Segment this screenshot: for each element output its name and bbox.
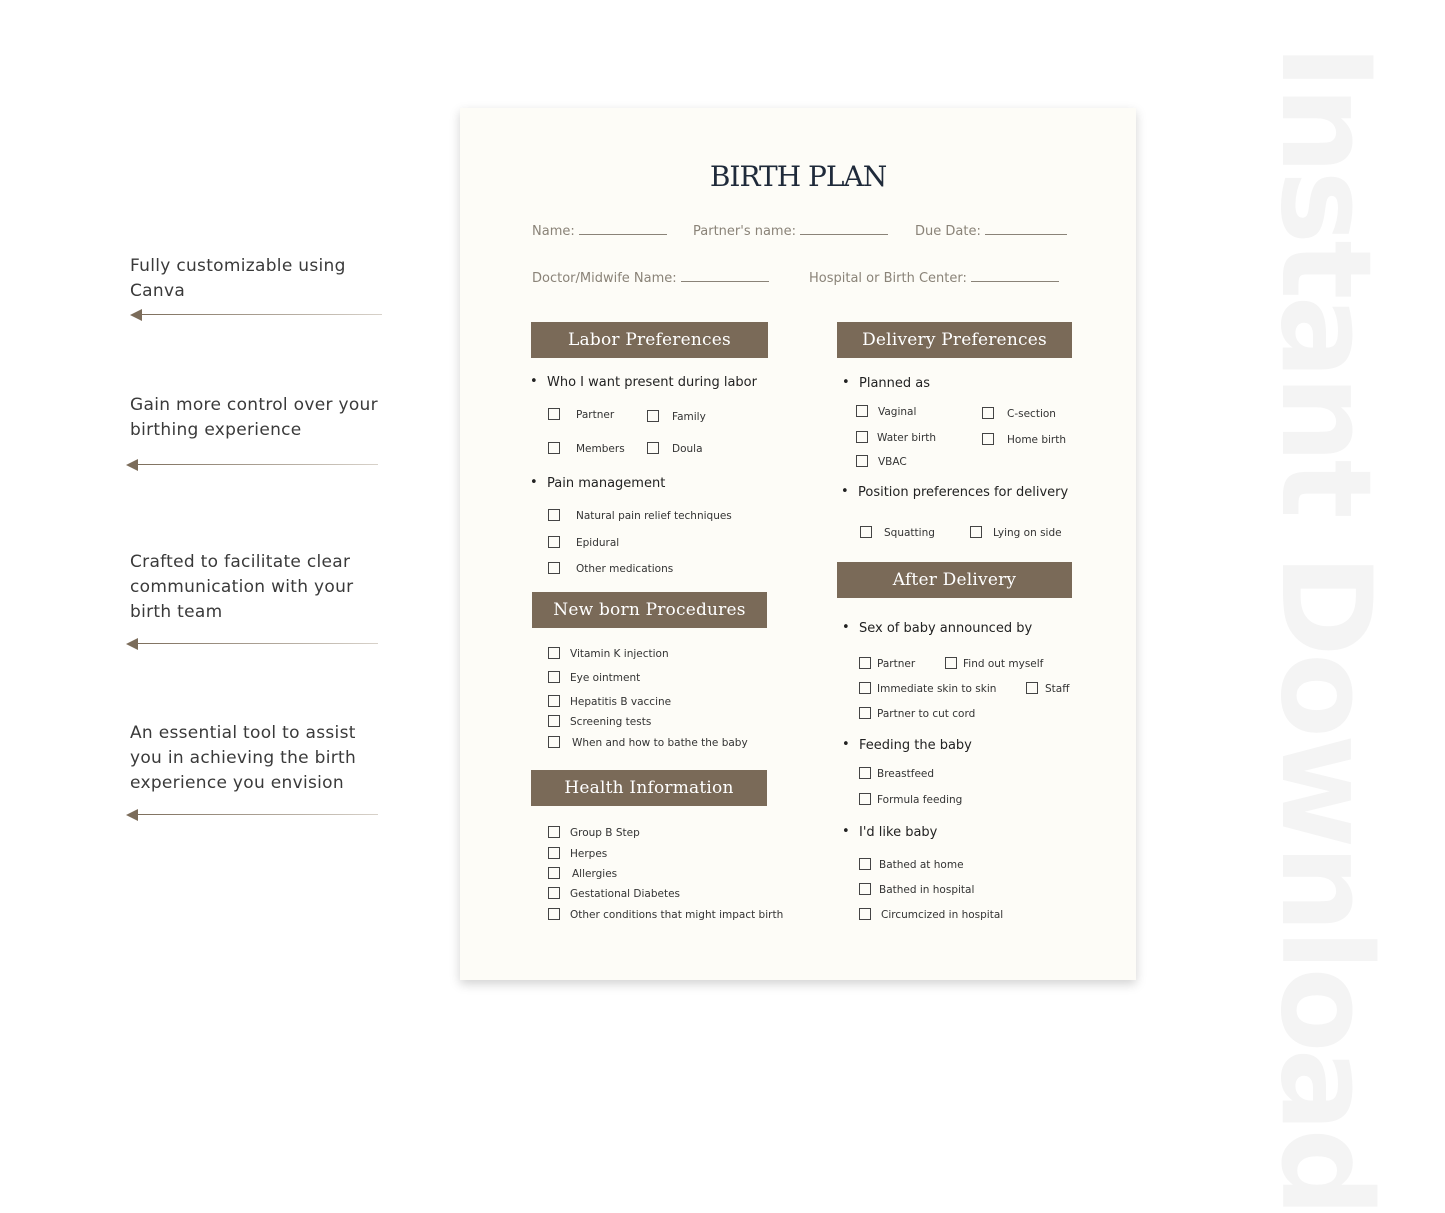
after-delivery-heading: After Delivery	[837, 562, 1072, 598]
newborn-procedures-heading: New born Procedures	[532, 592, 767, 628]
labor-preferences-heading: Labor Preferences	[531, 322, 768, 358]
delivery-q1: • Planned as	[859, 376, 930, 391]
partner-field[interactable]: Partner's name:	[693, 222, 888, 239]
feature-text: An essential tool to assist you in achieving the birth experience you envision	[130, 723, 357, 793]
delivery-preferences-heading: Delivery Preferences	[837, 322, 1072, 358]
watermark-text: Instant Download	[1253, 44, 1397, 1213]
labor-q1: • Who I want present during labor	[547, 375, 757, 390]
arrow-left-icon	[126, 808, 378, 822]
labor-q2: • Pain management	[547, 476, 665, 491]
feature-text: Fully customizable using Canva	[130, 256, 346, 301]
instant-download-watermark	[1253, 44, 1397, 1213]
due-date-field[interactable]: Due Date:	[915, 222, 1067, 239]
health-information-heading: Health Information	[531, 770, 767, 806]
name-field[interactable]: Name:	[532, 222, 667, 239]
arrow-left-icon	[130, 308, 382, 322]
arrow-left-icon	[126, 458, 378, 472]
birth-plan-document: BIRTH PLAN Name: Partner's name: Due Date: Doctor/Midwife Name: Hospital or Birth Center: Labor Preferences • Who I want present during labor Partner Family Members Doula • Pain management Natural pain relief techniques Epidural Other medications New born Procedures Vitamin K injection Eye ointment Hepatitis B vaccine Screening tests When and how to bathe the baby Health Information Group B Step Herpes Allergies Gestational Diabetes Other conditions that might impact birth Delivery Preferences • Planned as Vaginal C-section Water birth Home birth VBAC • Position preferences for delivery Squatting Lying on side After Delivery • Sex of baby announced by Partner Find out myself Immediate skin to skin Staff Partner to cut cord • Feeding the baby Breastfeed Formula feeding • I'd like baby Bathed at home Bathed in hospital Circumcized in hospital	[460, 108, 1136, 980]
arrow-left-icon	[126, 637, 378, 651]
after-q2: • Feeding the baby	[859, 738, 972, 753]
delivery-q2: • Position preferences for delivery	[858, 485, 1068, 500]
feature-2	[130, 393, 390, 443]
after-q3: • I'd like baby	[859, 825, 937, 840]
after-q1: • Sex of baby announced by	[859, 621, 1032, 636]
feature-text: Gain more control over your birthing experience	[130, 395, 378, 440]
doctor-field[interactable]: Doctor/Midwife Name:	[532, 269, 769, 286]
feature-text: Crafted to facilitate clear communication with your birth team	[130, 552, 354, 622]
feature-3	[130, 550, 390, 625]
feature-1	[130, 254, 390, 304]
feature-4	[130, 721, 390, 796]
hospital-field[interactable]: Hospital or Birth Center:	[809, 269, 1059, 286]
document-title: BIRTH PLAN	[709, 160, 887, 193]
